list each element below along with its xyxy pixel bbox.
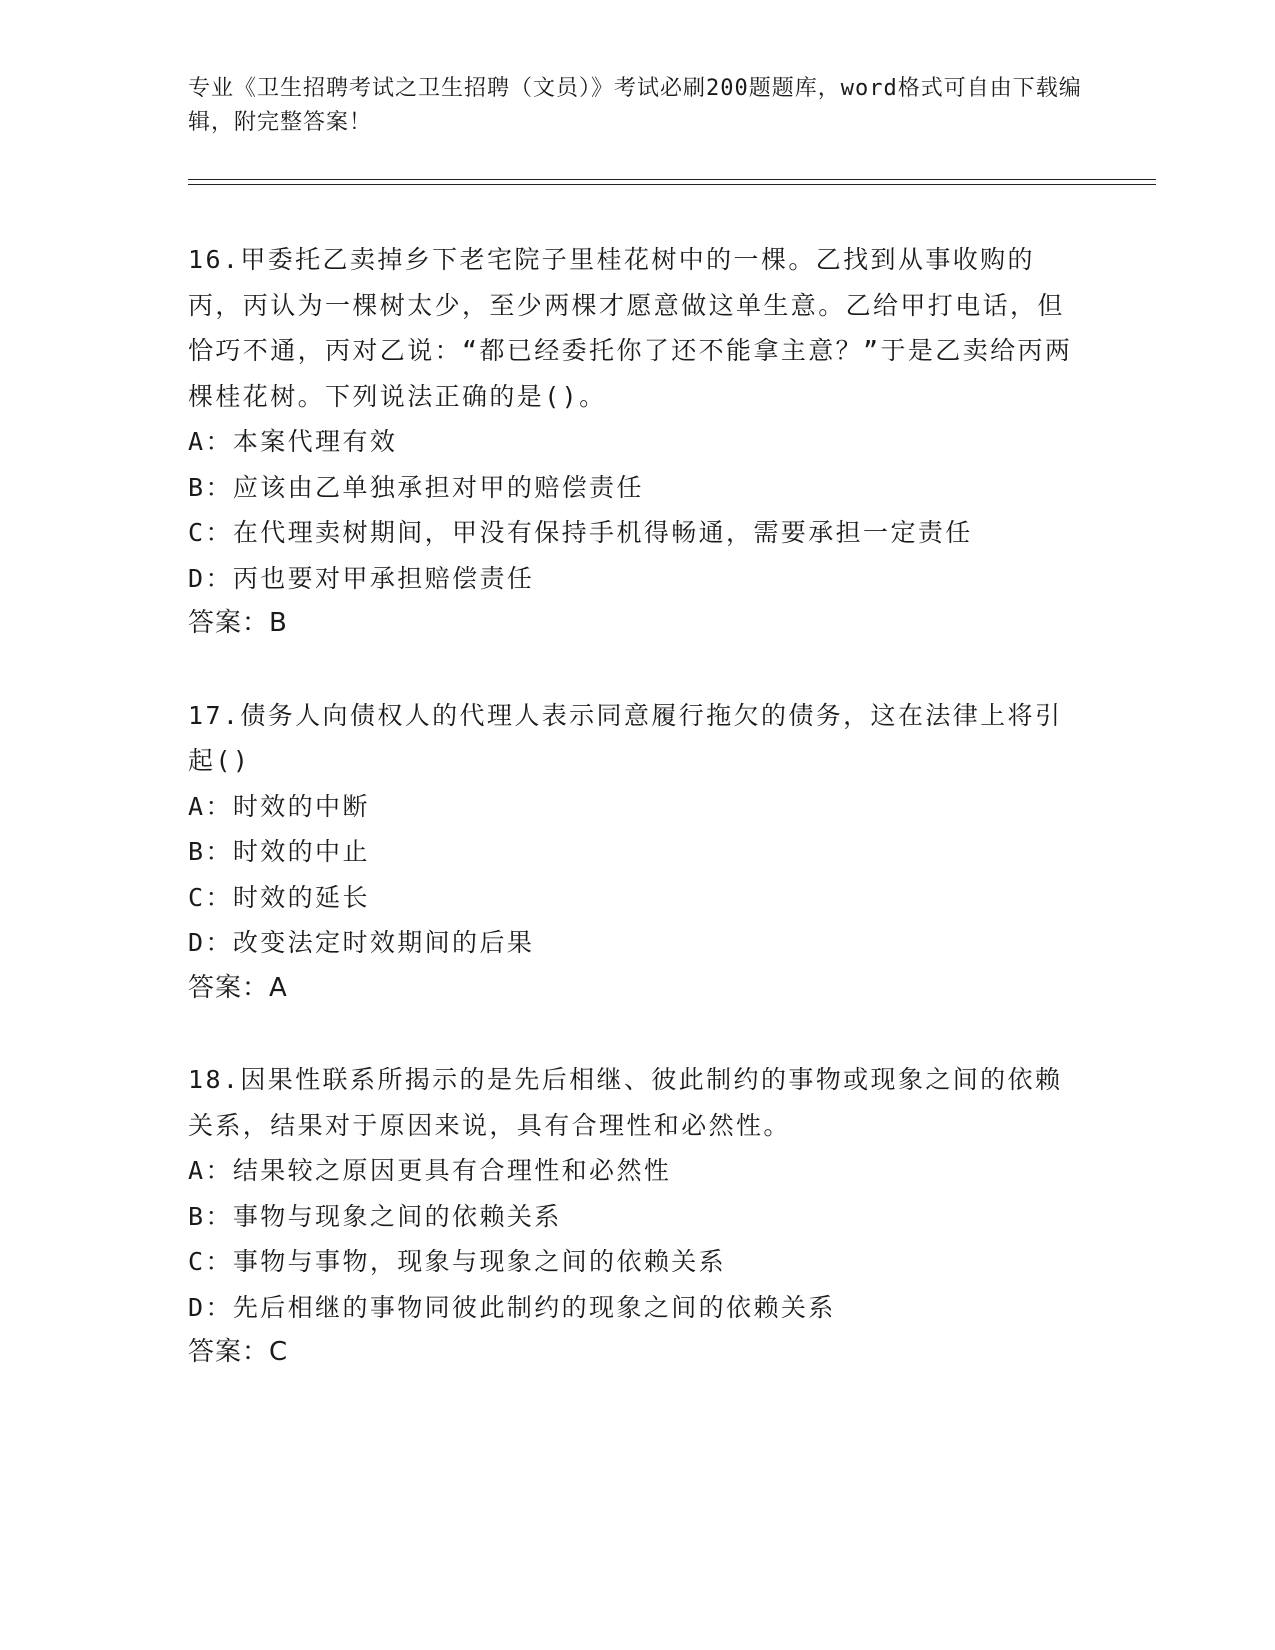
option-b: B：事物与现象之间的依赖关系 [188, 1201, 562, 1231]
question-text: 16.甲委托乙卖掉乡下老宅院子里桂花树中的一棵。乙找到从事收购的丙，丙认为一棵树太少，至少两棵才愿意做这单生意。乙给甲打电话，但恰巧不通，丙对乙说：“都已经委托你了还不能拿主意？”于是乙卖给丙两棵桂花树。下列说法正确的是()。 [188, 245, 1073, 411]
question-18 [188, 1057, 1088, 1376]
question-16 [188, 237, 1088, 647]
header-rule-top [188, 179, 1156, 180]
option-b: B：时效的中止 [188, 837, 370, 866]
option-c: C：事物与事物，现象与现象之间的依赖关系 [188, 1247, 727, 1276]
option-c: C：在代理卖树期间，甲没有保持手机得畅通，需要承担一定责任 [188, 518, 973, 547]
header-rule-bottom [188, 184, 1156, 185]
question-text: 17.债务人向债权人的代理人表示同意履行拖欠的债务，这在法律上将引起() [188, 700, 1063, 775]
answer: 答案：A [188, 972, 288, 1003]
option-c: C：时效的延长 [188, 882, 370, 912]
option-b: B：应该由乙单独承担对甲的赔偿责任 [188, 472, 644, 502]
option-d: D：改变法定时效期间的后果 [188, 928, 535, 957]
question-17 [188, 693, 1088, 1012]
option-d: D：丙也要对甲承担赔偿责任 [188, 563, 535, 593]
document-header: 专业《卫生招聘考试之卫生招聘（文员）》考试必刷200题题库，word格式可自由下载编辑，附完整答案！ [188, 76, 1082, 135]
option-a: A：结果较之原因更具有合理性和必然性 [188, 1156, 672, 1185]
option-a: A：本案代理有效 [188, 427, 398, 456]
question-text: 18.因果性联系所揭示的是先后相继、彼此制约的事物或现象之间的依赖关系，结果对于原因来说，具有合理性和必然性。 [188, 1065, 1063, 1140]
option-d: D：先后相继的事物同彼此制约的现象之间的依赖关系 [188, 1292, 836, 1322]
option-a: A：时效的中断 [188, 791, 370, 821]
question-list [188, 237, 1088, 1422]
answer: 答案：B [188, 608, 288, 638]
answer: 答案：C [188, 1337, 289, 1367]
